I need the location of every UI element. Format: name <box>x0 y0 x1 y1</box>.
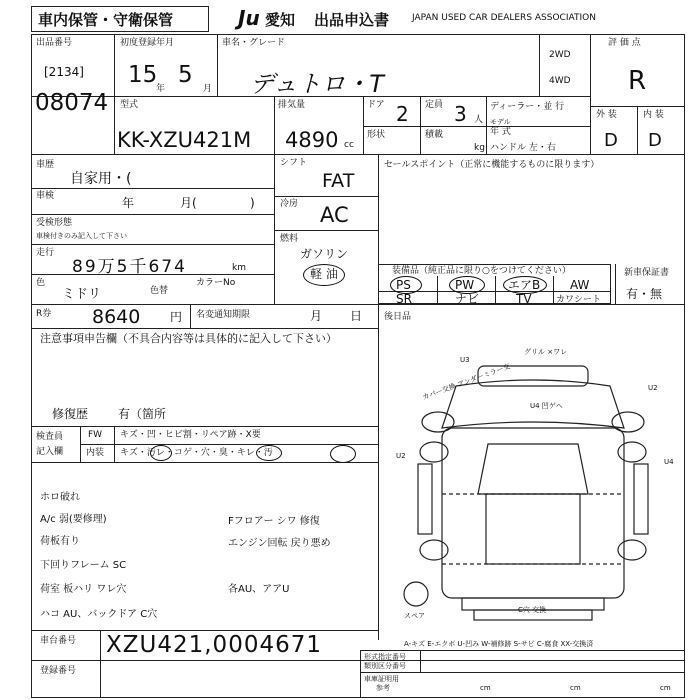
notes-label: 注意事項申告欄（不具合内容等は具体的に記入して下さい） <box>40 332 337 345</box>
mileage-value: 89万5千674 <box>72 257 187 277</box>
dealer-label: ディーラー・並 行 <box>490 102 565 112</box>
chassis-label: 車台番号 <box>40 636 77 646</box>
load-unit: kg <box>474 143 485 153</box>
equip-pw: PW <box>455 278 475 292</box>
color-label: 色 <box>36 278 46 288</box>
first-reg-label: 初度登録年月 <box>120 38 175 48</box>
repair-label: 修復歴 <box>52 407 89 421</box>
diag-u3a: U3 <box>460 356 470 364</box>
recycle-label: R券 <box>36 309 52 319</box>
ac-label: 冷房 <box>280 199 299 209</box>
shaken-label: 車検 <box>36 191 55 201</box>
displacement-value: 4890 <box>285 128 339 152</box>
model-year-label1: モデル <box>490 118 511 126</box>
color-no-label: カラーNo <box>196 278 236 288</box>
drive-4wd: 4WD <box>549 76 571 86</box>
chassis-value: XZU421,0004671 <box>106 632 322 658</box>
class-no-label: 類別区分番号 <box>364 662 406 670</box>
cert-ref: 参考 <box>376 684 390 692</box>
fuel-opt2: 軽 油 <box>310 267 338 281</box>
form-title: 出品申込書 <box>314 11 390 29</box>
capacity-value: 3 <box>454 102 467 126</box>
hand-note-6: ハコ AU、バックドア C穴 <box>40 609 158 620</box>
first-reg-year: 15 <box>128 62 158 88</box>
recycle-value: 8640 <box>92 306 141 328</box>
cert-unit-2: cm <box>570 684 581 692</box>
equip-aw: AW <box>570 278 590 292</box>
displacement-unit: cc <box>344 140 354 150</box>
drive-2wd: 2WD <box>549 50 571 60</box>
diag-u4r: U4 <box>664 458 674 466</box>
shaken-year: 年 <box>122 196 135 210</box>
damage-legend: A-キズ E-エクボ U-凹み W-補修跡 S-サビ C-腐食 XX-交換済 <box>404 640 594 648</box>
org-name: 愛知 <box>265 11 296 29</box>
car-name-value: デュトロ・T <box>250 70 384 98</box>
diag-u2a: U2 <box>648 384 658 392</box>
header-title-left: 車内保管・守衛保管 <box>38 11 174 29</box>
model-label: 型式 <box>120 100 139 110</box>
car-body-diagram <box>378 344 678 634</box>
warranty-label: 新車保証書 <box>624 268 670 278</box>
reception-note: 車検付きのみ記入して下さい <box>36 232 127 240</box>
cert-label: 車庫証明用 <box>364 675 399 683</box>
lot-number: 08074 <box>35 90 109 116</box>
equip-navi: ナビ <box>455 292 480 306</box>
grade-value: R <box>628 66 647 96</box>
shift-value: FAT <box>322 170 355 192</box>
color-change-label: 色替 <box>150 286 169 296</box>
exterior-value: D <box>604 130 618 151</box>
capacity-unit: 人 <box>474 115 484 125</box>
lot-label: 出品番号 <box>36 38 73 48</box>
hand-note-9: 各AU、アアU <box>228 584 290 595</box>
interior-label: 内 装 <box>643 110 664 120</box>
ju-logo: Ju <box>238 6 260 30</box>
exterior-label: 外 装 <box>596 110 617 120</box>
load-label: 積載 <box>425 130 444 140</box>
diag-roof-note: U4 凹ゲヘ <box>530 402 563 410</box>
hand-note-8: エンジン回転 戻り悪め <box>228 538 331 549</box>
name-change-day: 日 <box>350 309 363 323</box>
shaken-month: 月( <box>180 196 197 210</box>
diag-grille-note: グリル ×ワレ <box>524 348 568 356</box>
car-name-label: 車名・グレード <box>222 38 286 48</box>
inspect-row1-label: FW <box>88 430 103 440</box>
hand-note-5: 荷室 板ハリ ワレ穴 <box>40 584 127 595</box>
equip-ps: PS <box>396 278 411 292</box>
equip-seat: カワシート <box>556 295 602 305</box>
model-value: KK-XZU421M <box>117 128 252 152</box>
reception-label: 受検形態 <box>36 218 73 228</box>
hand-note-2: A/c 弱(要修理) <box>40 514 107 525</box>
org-english: JAPAN USED CAR DEALERS ASSOCIATION <box>412 13 596 23</box>
lot-sub-number: [2134] <box>44 65 84 79</box>
warranty-value: 有・無 <box>626 287 663 301</box>
displacement-label: 排気量 <box>278 100 306 110</box>
inspect-row2-label: 内装 <box>86 448 105 458</box>
shape-label: 形状 <box>367 130 386 140</box>
equip-sr: SR <box>396 292 412 306</box>
repair-value: 有（箇所 <box>118 407 167 421</box>
recycle-unit: 円 <box>170 310 183 324</box>
name-change-label: 名変通知期限 <box>196 310 251 320</box>
inspector-label2: 記入欄 <box>36 447 64 457</box>
fuel-label: 燃料 <box>280 234 299 244</box>
diag-rear-note: C穴 交換 <box>518 606 547 614</box>
history-value: 自家用・( <box>70 171 132 187</box>
doors-value: 2 <box>396 102 409 126</box>
capacity-label: 定員 <box>425 100 444 110</box>
shift-label: シフト <box>280 158 308 168</box>
cert-unit-1: cm <box>480 684 491 692</box>
cert-unit-3: cm <box>660 684 671 692</box>
first-reg-month-unit: 月 <box>203 84 213 94</box>
color-value: ミドリ <box>62 287 102 302</box>
history-label: 車歴 <box>36 160 55 170</box>
interior-value: D <box>648 130 662 151</box>
mileage-label: 走行 <box>36 248 55 258</box>
first-reg-year-unit: 年 <box>156 84 166 94</box>
diag-u2l: U2 <box>396 452 406 460</box>
equip-tv: TV <box>516 292 532 306</box>
mileage-unit: km <box>232 263 246 273</box>
rear-seat-label: 後日品 <box>384 312 412 322</box>
name-change-month: 月 <box>310 309 323 323</box>
inspector-label1: 検査員 <box>36 432 64 442</box>
grade-label: 評 価 点 <box>608 38 641 48</box>
diag-pillar-note: カバー交換 アンダーミラー交 <box>421 362 512 402</box>
model-year-label2: 年 式 <box>490 127 511 137</box>
shaken-close: ) <box>250 196 255 210</box>
ac-value: AC <box>320 203 349 227</box>
fuel-opt1: ガソリン <box>300 247 349 261</box>
equip-airbag: エアB <box>508 278 541 292</box>
hand-note-3: 荷板有り <box>40 536 80 547</box>
sales-point-label: セールスポイント（正常に機能するものに限ります） <box>384 160 600 170</box>
inspect-row1: キズ・凹・ヒビ割・リペア跡・X要 <box>120 430 261 440</box>
equipment-label: 装備品（純正品に限り○をつけてください） <box>392 266 571 276</box>
inspect-row2: キズ・汚レ・コゲ・穴・臭・キレ・汚 <box>120 448 273 458</box>
hand-note-1: ホロ破れ <box>40 492 80 503</box>
registration-label: 登録番号 <box>40 666 77 676</box>
first-reg-month: 5 <box>178 62 193 88</box>
hand-note-7: Fフロアー シワ 修復 <box>228 516 320 527</box>
handle-label: ハンドル 左・右 <box>490 143 556 153</box>
diag-spare: スペア <box>404 612 425 620</box>
doors-label: ドア <box>367 100 385 110</box>
hand-note-4: 下回りフレーム SC <box>40 560 127 571</box>
spec-no-label: 形式指定番号 <box>364 653 406 661</box>
